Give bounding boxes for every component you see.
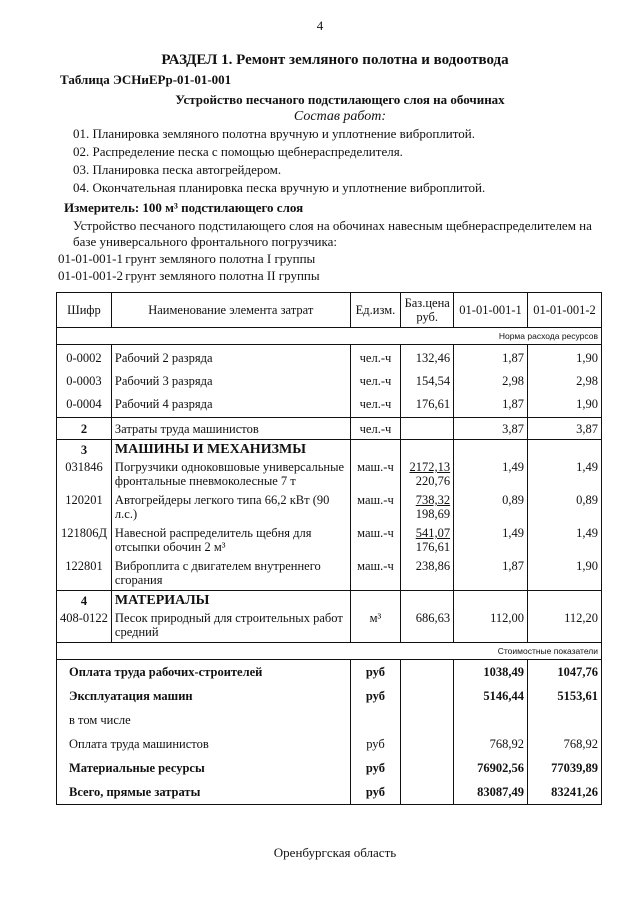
summary-label: Оплата труда машинистов — [57, 732, 351, 756]
table-subtitle: Устройство песчаного подстилающего слоя на обочинах — [175, 92, 505, 107]
meter: Измеритель: 100 м³ подстилающего слоя — [64, 200, 304, 215]
summary-unit: руб — [350, 756, 401, 780]
cell-unit: маш.-ч — [350, 458, 401, 489]
table-row — [57, 555, 602, 591]
summary-value-2: 83241,26 — [528, 780, 602, 805]
description: Устройство песчаного подстилающего слоя на обочинах навесным щебнераспределителем на базе универсального фронтального погрузчика: — [73, 218, 592, 249]
cell-code: 408-0122 — [57, 609, 112, 643]
price-top: 2172,13 — [409, 460, 451, 474]
cell-price: 132,46 — [401, 345, 454, 367]
cell-empty — [454, 440, 528, 459]
footer-region: Оренбургская область — [273, 845, 397, 860]
variant-row — [58, 251, 315, 267]
cell-unit: чел.-ч — [350, 366, 401, 389]
cell-empty — [401, 708, 454, 732]
band-row — [57, 328, 602, 345]
summary-label: в том числе — [57, 708, 351, 732]
cell-unit: чел.-ч — [350, 389, 401, 418]
composition-title: Состав работ: — [293, 109, 387, 124]
cell-empty — [350, 591, 401, 610]
cell-code: 121806Д — [57, 522, 112, 555]
table-row — [57, 345, 602, 367]
summary-value-2 — [528, 708, 602, 732]
cell-name: Виброплита с двигателем внутреннего сгорания — [111, 555, 350, 591]
summary-value-1: 83087,49 — [454, 780, 528, 805]
summary-unit: руб — [350, 732, 401, 756]
cell-value-2: 2,98 — [528, 366, 602, 389]
summary-value-2: 77039,89 — [528, 756, 602, 780]
summary-unit: руб — [350, 780, 401, 805]
header-unit: Ед.изм. — [350, 293, 401, 328]
cell-value-1: 3,87 — [454, 418, 528, 440]
cell-code: 122801 — [57, 555, 112, 591]
summary-unit: руб — [350, 684, 401, 708]
cell-value-2: 3,87 — [528, 418, 602, 440]
table-code: Таблица ЭСНиЕРр-01-01-001 — [60, 72, 232, 87]
cell-value-1: 1,87 — [454, 555, 528, 591]
cell-name: Автогрейдеры легкого типа 66,2 кВт (90 л.с.) — [111, 489, 350, 522]
summary-value-2: 5153,61 — [528, 684, 602, 708]
header-name: Наименование элемента затрат — [111, 293, 350, 328]
variant-text: грунт земляного полотна II группы — [125, 268, 320, 283]
cell-name: МАШИНЫ И МЕХАНИЗМЫ — [111, 440, 350, 459]
cell-price: 238,86 — [401, 555, 454, 591]
cell-name: МАТЕРИАЛЫ — [111, 591, 350, 610]
cell-price — [401, 418, 454, 440]
cell-name: Рабочий 4 разряда — [111, 389, 350, 418]
cell-unit: маш.-ч — [350, 522, 401, 555]
variant-code: 01-01-001-2 — [58, 268, 123, 283]
variant-row — [58, 268, 320, 284]
band-row — [57, 643, 602, 660]
price-top: 541,07 — [415, 526, 451, 540]
band-resources: Норма расхода ресурсов — [57, 328, 602, 345]
cell-name: Навесной распределитель щебня для отсыпки обочин 2 м³ — [111, 522, 350, 555]
cell-value-1: 112,00 — [454, 609, 528, 643]
cell-value-2: 1,49 — [528, 522, 602, 555]
cell-empty — [401, 440, 454, 459]
cell-value-1: 1,49 — [454, 522, 528, 555]
cell-value-1: 2,98 — [454, 366, 528, 389]
summary-value-1: 76902,56 — [454, 756, 528, 780]
cell-empty — [401, 660, 454, 685]
cell-unit: чел.-ч — [350, 418, 401, 440]
summary-value-2: 768,92 — [528, 732, 602, 756]
header-variant-2: 01-01-001-2 — [528, 293, 602, 328]
section-title: РАЗДЕЛ 1. Ремонт земляного полотна и водоотвода — [161, 52, 509, 68]
cell-empty — [528, 591, 602, 610]
cell-value-2: 0,89 — [528, 489, 602, 522]
price-bottom: 176,61 — [415, 540, 451, 554]
price-top: 738,32 — [415, 493, 451, 507]
cell-value-2: 112,20 — [528, 609, 602, 643]
summary-value-1 — [454, 708, 528, 732]
cell-code: 031846 — [57, 458, 112, 489]
cell-price: 686,63 — [401, 609, 454, 643]
summary-row — [57, 708, 602, 732]
cell-value-2: 1,90 — [528, 555, 602, 591]
cell-price — [401, 522, 454, 555]
cell-value-2: 1,90 — [528, 345, 602, 367]
cell-name: Рабочий 2 разряда — [111, 345, 350, 367]
summary-row — [57, 780, 602, 805]
band-costs: Стоимостные показатели — [57, 643, 602, 660]
summary-unit — [350, 708, 401, 732]
cell-value-2: 1,90 — [528, 389, 602, 418]
work-item: 03. Планировка песка автогрейдером. — [73, 162, 282, 177]
cell-code: 0-0004 — [57, 389, 112, 418]
variant-text: грунт земляного полотна I группы — [125, 251, 316, 266]
summary-label: Оплата труда рабочих-строителей — [57, 660, 351, 685]
table-row — [57, 418, 602, 440]
summary-row — [57, 660, 602, 685]
summary-label: Всего, прямые затраты — [57, 780, 351, 805]
cell-empty — [401, 780, 454, 805]
cell-code: 4 — [57, 591, 112, 610]
cell-price: 176,61 — [401, 389, 454, 418]
header-price: Баз.цена руб. — [401, 293, 454, 328]
summary-row — [57, 756, 602, 780]
table-row — [57, 522, 602, 555]
cell-code: 2 — [57, 418, 112, 440]
summary-value-1: 768,92 — [454, 732, 528, 756]
price-bottom: 220,76 — [415, 474, 451, 488]
summary-unit: руб — [350, 660, 401, 685]
cell-empty — [401, 756, 454, 780]
cell-price — [401, 489, 454, 522]
cell-empty — [401, 591, 454, 610]
cell-unit: маш.-ч — [350, 555, 401, 591]
cell-value-1: 1,87 — [454, 389, 528, 418]
cell-code: 120201 — [57, 489, 112, 522]
cell-price — [401, 458, 454, 489]
cell-name: Погрузчики одноковшовые универсальные фронтальные пневмоколесные 7 т — [111, 458, 350, 489]
resource-table — [56, 292, 602, 805]
cell-empty — [401, 732, 454, 756]
page-number: 4 — [316, 18, 324, 33]
cell-unit: м³ — [350, 609, 401, 643]
cell-empty — [454, 591, 528, 610]
table-row — [57, 389, 602, 418]
cell-empty — [350, 440, 401, 459]
cell-value-2: 1,49 — [528, 458, 602, 489]
cell-unit: чел.-ч — [350, 345, 401, 367]
summary-value-1: 5146,44 — [454, 684, 528, 708]
table-row — [57, 489, 602, 522]
cell-name: Рабочий 3 разряда — [111, 366, 350, 389]
summary-value-1: 1038,49 — [454, 660, 528, 685]
summary-label: Эксплуатация машин — [57, 684, 351, 708]
table-row — [57, 458, 602, 489]
section-row — [57, 591, 602, 610]
table-row — [57, 366, 602, 389]
work-item: 02. Распределение песка с помощью щебнераспределителя. — [73, 144, 403, 159]
table-row — [57, 609, 602, 643]
price-bottom: 198,69 — [415, 507, 451, 521]
work-item: 04. Окончательная планировка песка вручную и уплотнение виброплитой. — [73, 180, 486, 195]
cell-value-1: 0,89 — [454, 489, 528, 522]
cell-empty — [401, 684, 454, 708]
cell-value-1: 1,87 — [454, 345, 528, 367]
cell-code: 0-0003 — [57, 366, 112, 389]
header-variant-1: 01-01-001-1 — [454, 293, 528, 328]
section-row — [57, 440, 602, 459]
summary-label: Материальные ресурсы — [57, 756, 351, 780]
header-code: Шифр — [57, 293, 112, 328]
work-item: 01. Планировка земляного полотна вручную и уплотнение виброплитой. — [73, 126, 475, 141]
summary-row — [57, 732, 602, 756]
summary-value-2: 1047,76 — [528, 660, 602, 685]
cell-code: 0-0002 — [57, 345, 112, 367]
cell-name: Затраты труда машинистов — [111, 418, 350, 440]
summary-row — [57, 684, 602, 708]
cell-value-1: 1,49 — [454, 458, 528, 489]
cell-price: 154,54 — [401, 366, 454, 389]
table-header-row — [57, 293, 602, 328]
cell-name: Песок природный для строительных работ средний — [111, 609, 350, 643]
cell-unit: маш.-ч — [350, 489, 401, 522]
cell-empty — [528, 440, 602, 459]
cell-code: 3 — [57, 440, 112, 459]
variant-code: 01-01-001-1 — [58, 251, 123, 266]
